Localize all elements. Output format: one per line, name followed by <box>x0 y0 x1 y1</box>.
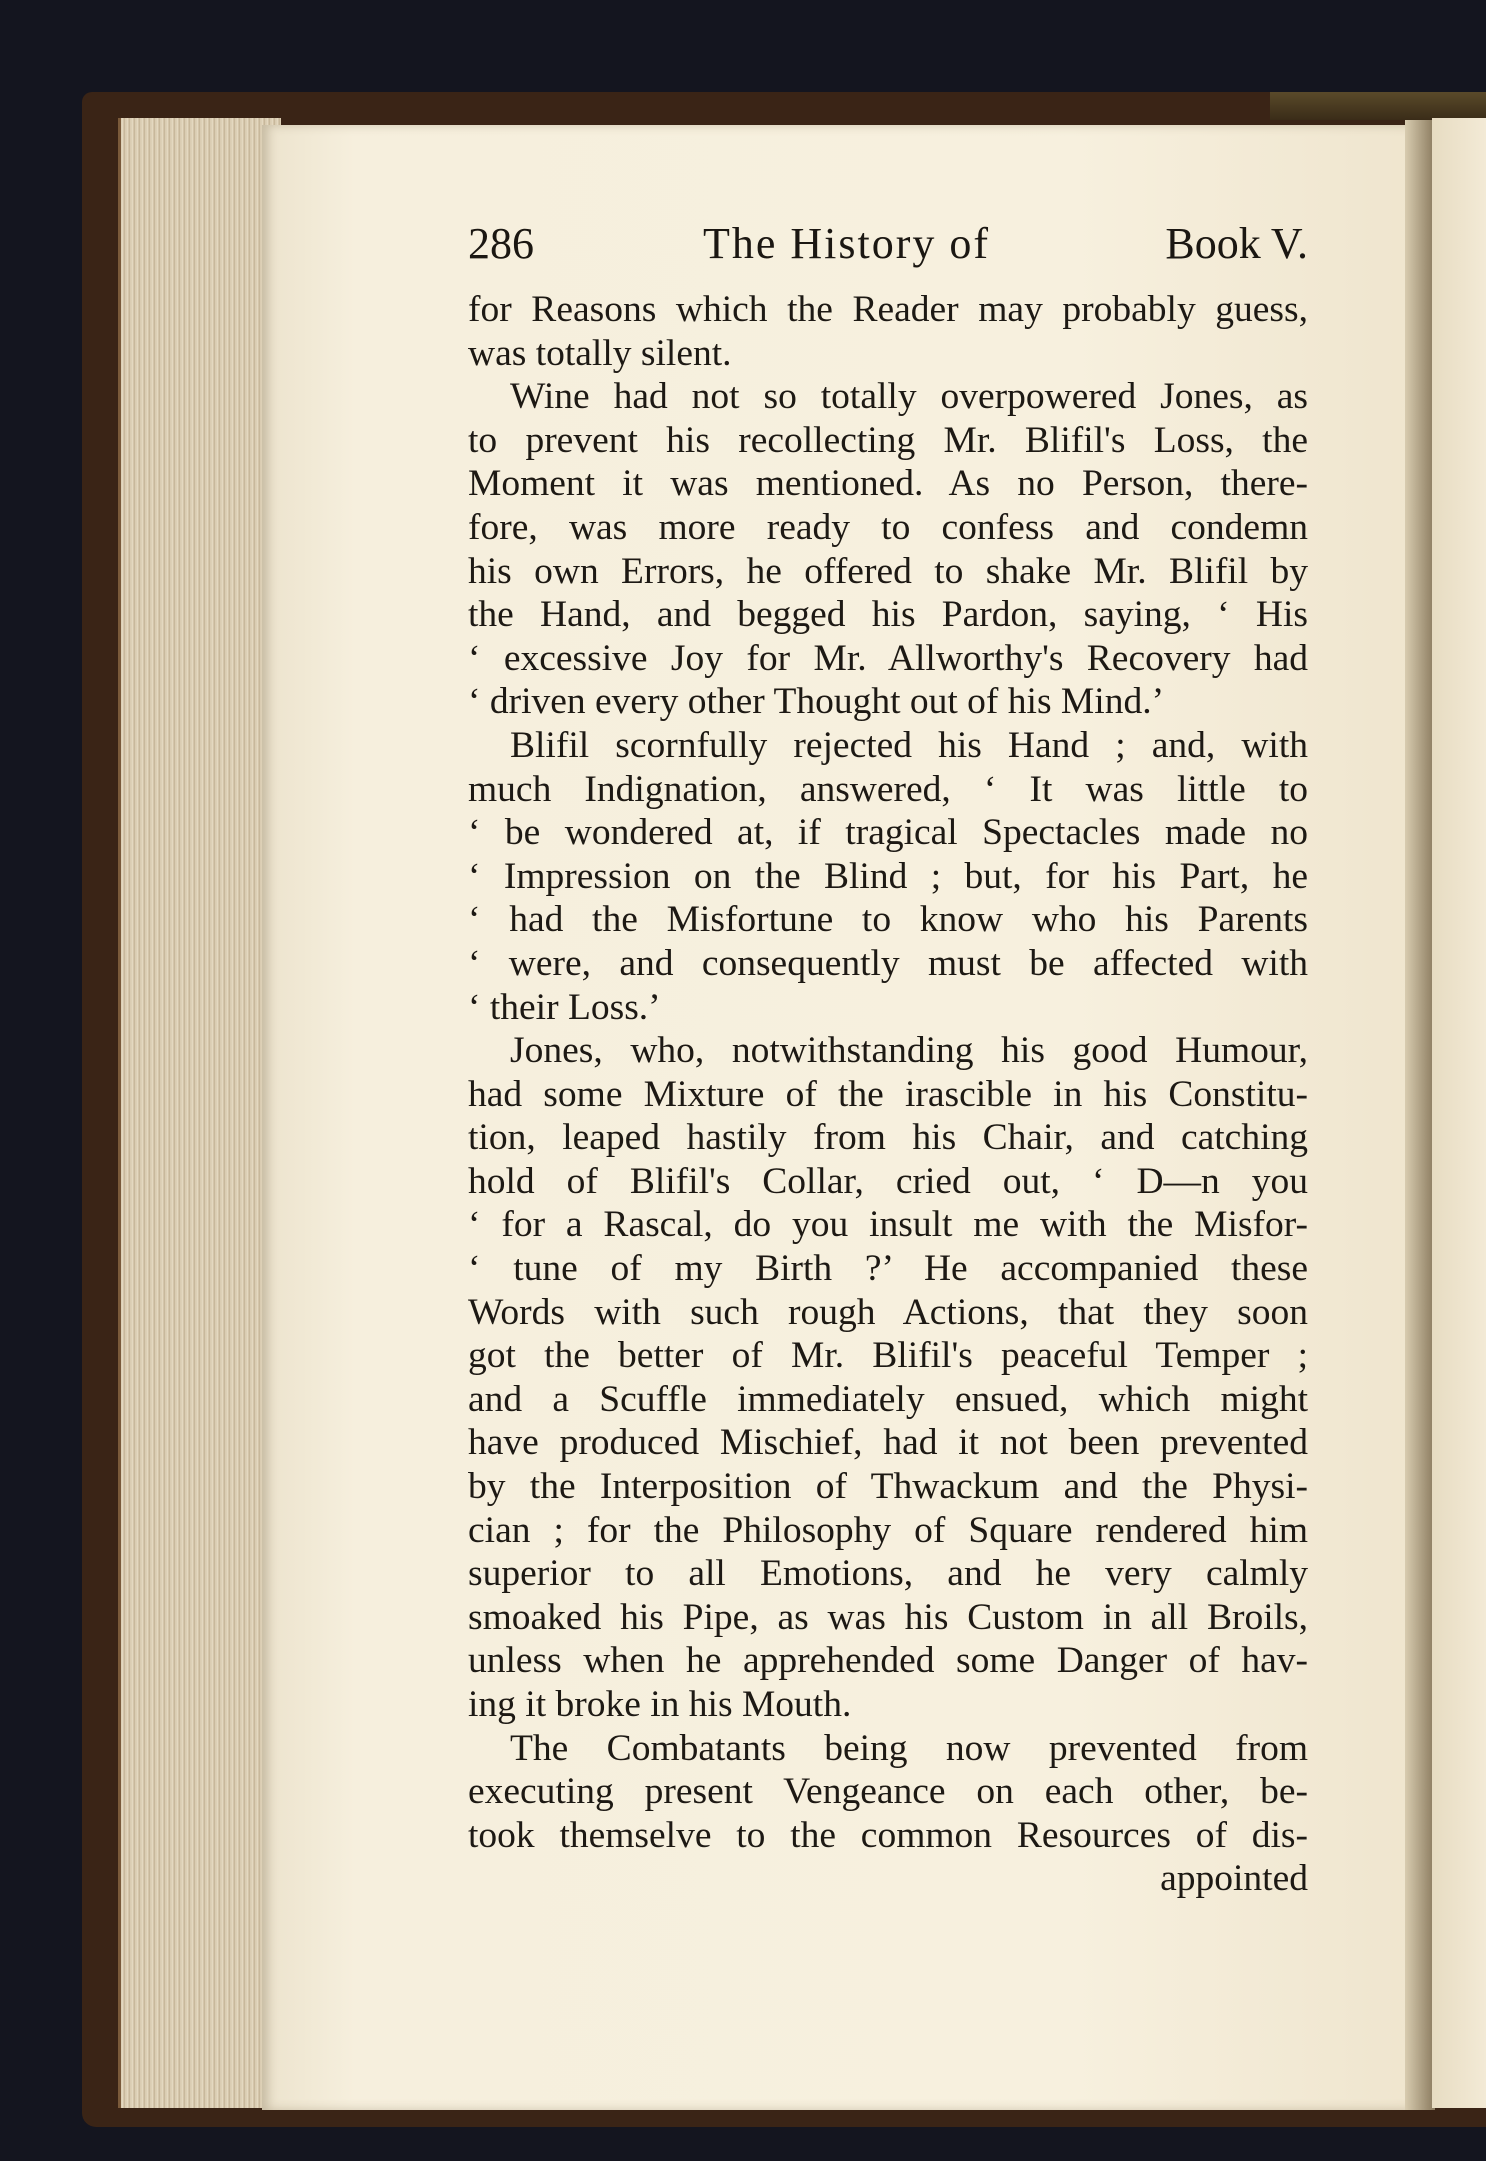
text-line: cian ; for the Philosophy of Square rendered him <box>468 1509 1308 1551</box>
running-title: The History of <box>703 219 991 268</box>
text-line: Moment it was mentioned. As no Person, there- <box>468 463 1308 505</box>
text-line: executing present Vengeance on each other, be- <box>468 1771 1308 1813</box>
text-line: Words with such rough Actions, that they soon <box>468 1291 1308 1333</box>
text-line: Blifil scornfully rejected his Hand ; and, with <box>510 724 1308 766</box>
page-gutter <box>1405 120 1435 2110</box>
running-header <box>468 218 1308 278</box>
text-line: had some Mixture of the irascible in his Constitu- <box>468 1073 1308 1115</box>
text-line: fore, was more ready to confess and condemn <box>468 506 1308 548</box>
text-line: Wine had not so totally overpowered Jones, as <box>510 376 1308 418</box>
text-line: was totally silent. <box>468 332 732 374</box>
text-line: ‘ excessive Joy for Mr. Allworthy's Recovery had <box>468 637 1308 679</box>
catchword: appointed <box>1160 1858 1308 1900</box>
text-line: superior to all Emotions, and he very calmly <box>468 1553 1308 1595</box>
text-line: and a Scuffle immediately ensued, which might <box>468 1378 1308 1420</box>
spine-top <box>1270 92 1486 120</box>
text-line: unless when he apprehended some Danger of hav- <box>468 1640 1308 1682</box>
page-number: 286 <box>468 219 534 268</box>
text-line: ‘ were, and consequently must be affected with <box>468 942 1308 984</box>
text-line: The Combatants being now prevented from <box>510 1727 1308 1769</box>
text-line: got the better of Mr. Blifil's peaceful Temper ; <box>468 1335 1308 1377</box>
text-line: the Hand, and begged his Pardon, saying, ‘ His <box>468 594 1308 636</box>
text-line: his own Errors, he offered to shake Mr. Blifil by <box>468 550 1308 592</box>
text-line: Jones, who, notwithstanding his good Humour, <box>510 1030 1308 1072</box>
page-edges <box>118 118 281 2108</box>
text-line: ‘ had the Misfortune to know who his Parents <box>468 899 1308 941</box>
text-line: ‘ Impression on the Blind ; but, for his Part, he <box>468 855 1308 897</box>
text-line: much Indignation, answered, ‘ It was little to <box>468 768 1308 810</box>
text-line: smoaked his Pipe, as was his Custom in all Broils, <box>468 1596 1308 1638</box>
text-line: ‘ driven every other Thought out of his Mind.’ <box>468 681 1165 723</box>
text-line: for Reasons which the Reader may probably guess, <box>468 289 1308 330</box>
text-line: ‘ tune of my Birth ?’ He accompanied these <box>468 1248 1308 1290</box>
text-line: ing it broke in his Mouth. <box>468 1684 852 1725</box>
text-line: ‘ their Loss.’ <box>468 986 661 1028</box>
text-line: hold of Blifil's Collar, cried out, ‘ D—n you <box>468 1160 1308 1202</box>
text-line: by the Interposition of Thwackum and the Physi- <box>468 1466 1308 1508</box>
book-label: Book V. <box>1165 219 1308 268</box>
text-line: to prevent his recollecting Mr. Blifil's Loss, the <box>468 419 1308 461</box>
facing-page-edge <box>1432 118 1486 2108</box>
text-line: ‘ for a Rascal, do you insult me with the Misfor- <box>468 1204 1308 1246</box>
text-line: ‘ be wondered at, if tragical Spectacles made no <box>468 812 1308 854</box>
body-text <box>468 288 1308 1901</box>
text-line: tion, leaped hastily from his Chair, and catching <box>468 1117 1308 1159</box>
text-line: have produced Mischief, had it not been prevented <box>468 1422 1308 1464</box>
text-line: took themselve to the common Resources of dis- <box>468 1814 1308 1856</box>
